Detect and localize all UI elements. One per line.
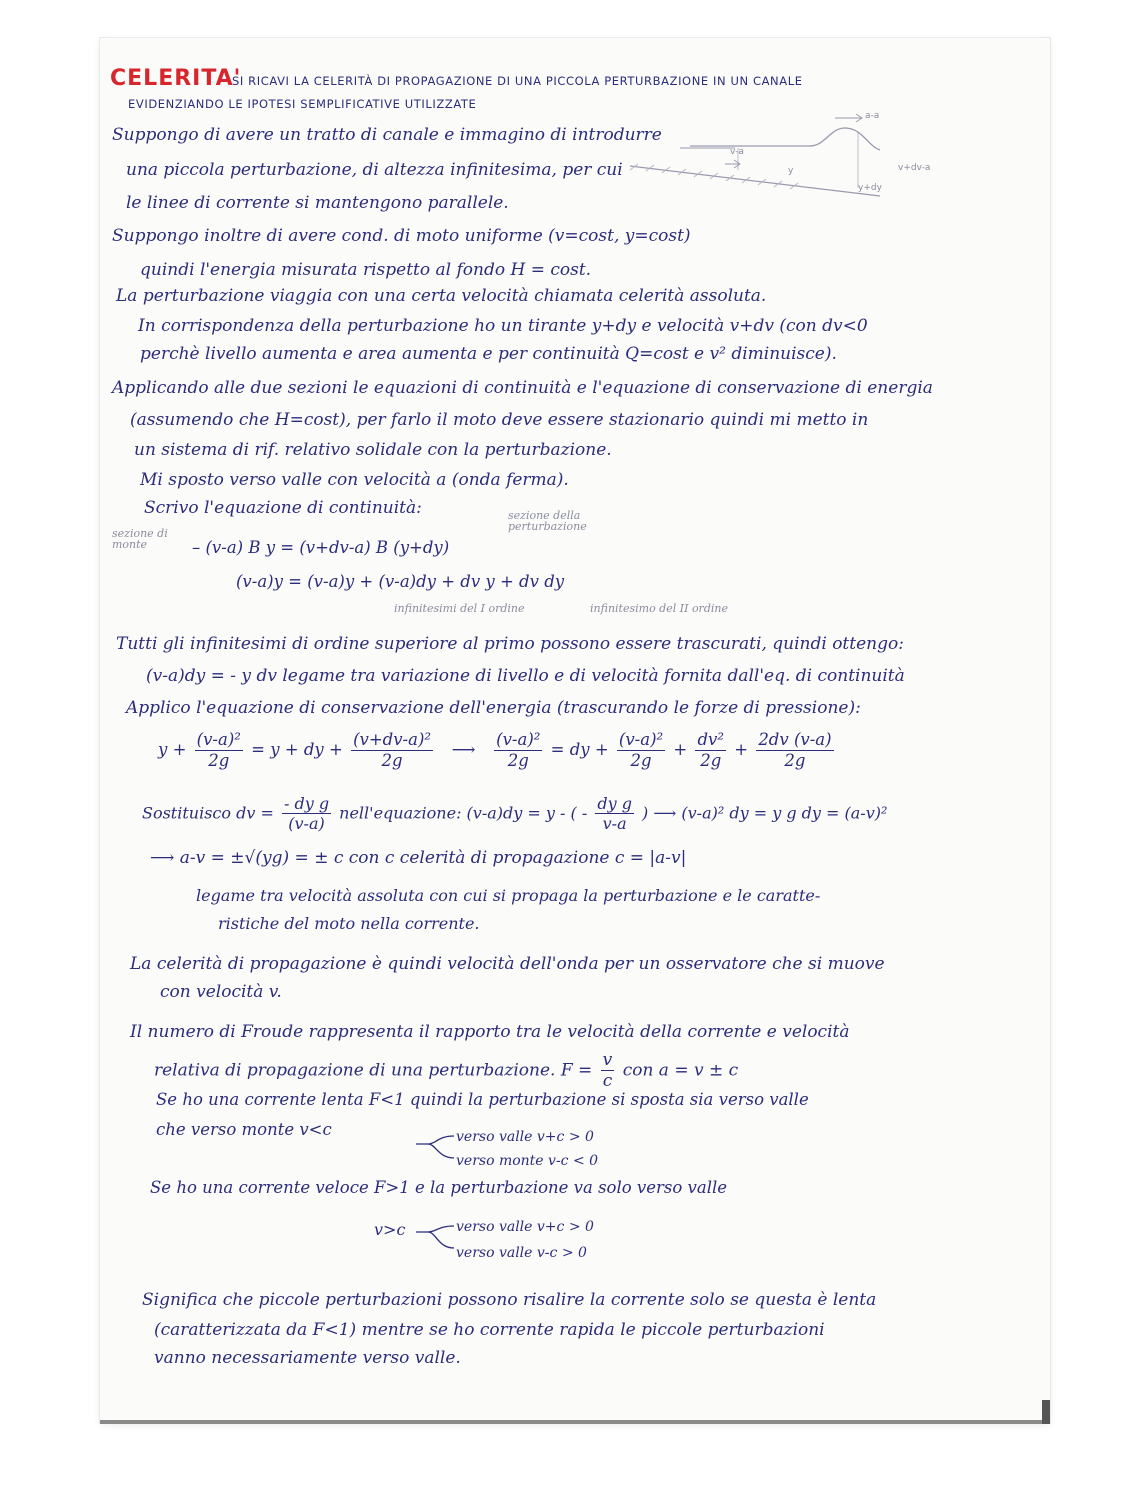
froude-definition: relativa di propagazione di una perturbazione. F = $\frac{v}{c}$ con a = v ± c xyxy=(154,1050,739,1091)
branch-valle-2: verso valle v-c > 0 xyxy=(456,1245,587,1261)
text-line: La perturbazione viaggia con una certa velocità chiamata celerità assoluta. xyxy=(116,286,767,306)
text-line: perchè livello aumenta e area aumenta e per continuità Q=cost e v² diminuisce). xyxy=(140,344,837,364)
equation-energy: y + $\frac{\text{(v-a)²}}{2g}$ = y + dy + $\frac{\text{(v+dv-a)²}}{2g}$ ⟶ $\frac{\text{(v-a)²}}{2g}$ = dy + $\frac{\text{(v-a)²}}{2g}$ + $\frac{\text{dv²}}{2g}$ + $\frac{2dv (v-a)}{2g}$ xyxy=(158,730,832,770)
text-line: Mi sposto verso valle con velocità a (onda ferma). xyxy=(140,470,569,490)
text-line: Se ho una corrente veloce F>1 e la perturbazione va solo verso valle xyxy=(150,1178,728,1197)
text-line: Applico l'equazione di conservazione dell'energia (trascurando le forze di pressione): xyxy=(126,698,861,718)
condition-fast: v>c xyxy=(374,1220,406,1239)
question-line-2: EVIDENZIANDO LE IPOTESI SEMPLIFICATIVE UTILIZZATE xyxy=(128,97,477,111)
text-line: legame tra velocità assoluta con cui si propaga la perturbazione e le caratte- xyxy=(196,886,821,905)
note-second-order: infinitesimo del II ordine xyxy=(590,602,728,615)
text-line: Il numero di Froude rappresenta il rapporto tra le velocità della corrente e velocità xyxy=(130,1022,850,1042)
page-edge xyxy=(100,1420,1050,1424)
branch-monte: verso monte v-c < 0 xyxy=(456,1153,599,1169)
equation-celerity: ⟶ a-v = ±√(yg) = ± c con c celerità di propagazione c = |a-v| xyxy=(150,848,687,868)
text-line: (caratterizzata da F<1) mentre se ho corrente rapida le piccole perturbazioni xyxy=(154,1320,825,1340)
page-edge-shadow xyxy=(1042,1400,1050,1424)
equation-continuity: – (v-a) B y = (v+dv-a) B (y+dy) xyxy=(192,538,450,557)
text-line: Scrivo l'equazione di continuità: xyxy=(144,498,422,518)
diagram-label-y: y xyxy=(788,166,794,176)
text-line: Applicando alle due sezioni le equazioni di continuità e l'equazione di conservazione di energia xyxy=(112,378,933,398)
diagram-label-va: v-a xyxy=(730,147,744,157)
text-line: Se ho una corrente lenta F<1 quindi la perturbazione si sposta sia verso valle xyxy=(156,1090,809,1109)
text-line: un sistema di rif. relativo solidale con la perturbazione. xyxy=(134,440,612,460)
branch-valle: verso valle v+c > 0 xyxy=(456,1219,594,1235)
text-line: Significa che piccole perturbazioni possono risalire la corrente solo se questa è lenta xyxy=(142,1290,877,1310)
text-line: una piccola perturbazione, di altezza infinitesima, per cui xyxy=(126,160,623,180)
text-line: vanno necessariamente verso valle. xyxy=(154,1348,461,1368)
text-line: quindi l'energia misurata rispetto al fondo H = cost. xyxy=(140,260,592,280)
channel-wave-diagram xyxy=(630,78,931,193)
text-line: Suppongo inoltre di avere cond. di moto uniforme (v=cost, y=cost) xyxy=(112,226,691,246)
question-line-1: SI RICAVI LA CELERITÀ DI PROPAGAZIONE DI UNA PICCOLA PERTURBAZIONE IN UN CANALE xyxy=(232,74,803,88)
note-perturbazione: sezione della perturbazione xyxy=(508,509,587,533)
text-line: ristiche del moto nella corrente. xyxy=(218,914,480,933)
text-line: La celerità di propagazione è quindi velocità dell'onda per un osservatore che si muove xyxy=(130,954,885,974)
diagram-label-ydy: y+dy xyxy=(858,183,882,193)
note-first-order: infinitesimi del I ordine xyxy=(394,602,525,615)
text-line: (assumendo che H=cost), per farlo il moto deve essere stazionario quindi mi metto in xyxy=(130,410,869,430)
text-line: che verso monte v<c xyxy=(156,1120,332,1139)
brace-icon xyxy=(414,1222,458,1254)
note-monte: sezione di monte xyxy=(112,527,168,551)
text-line: le linee di corrente si mantengono parallele. xyxy=(126,193,509,213)
brace-icon xyxy=(414,1132,458,1164)
equation-continuity-expanded: (v-a)y = (v-a)y + (v-a)dy + dv y + dv dy xyxy=(236,572,565,591)
text-line: In corrispondenza della perturbazione ho un tirante y+dy e velocità v+dv (con dv<0 xyxy=(138,316,868,336)
text-line: Tutti gli infinitesimi di ordine superiore al primo possono essere trascurati, quindi ottengo: xyxy=(116,634,904,654)
diagram-label-vdv: v+dv-a xyxy=(898,163,931,173)
diagram-label-a: a-a xyxy=(865,111,880,121)
page-title: CELERITA' xyxy=(110,66,242,91)
equation-substitution: Sostituisco dv = $\frac{\text{- dy g}}{(v-a)}$ nell'equazione: (v-a)dy = y - ( - $\frac{\text{dy g}}{v-a}$ ) ⟶ (v-a)² dy = y g dy = (a-v)² xyxy=(142,794,888,833)
text-line: (v-a)dy = - y dv legame tra variazione di livello e di velocità fornita dall'eq. di continuità xyxy=(146,666,905,686)
branch-valle: verso valle v+c > 0 xyxy=(456,1129,594,1145)
text-line: Suppongo di avere un tratto di canale e immagino di introdurre xyxy=(112,125,662,145)
text-line: con velocità v. xyxy=(160,982,282,1002)
